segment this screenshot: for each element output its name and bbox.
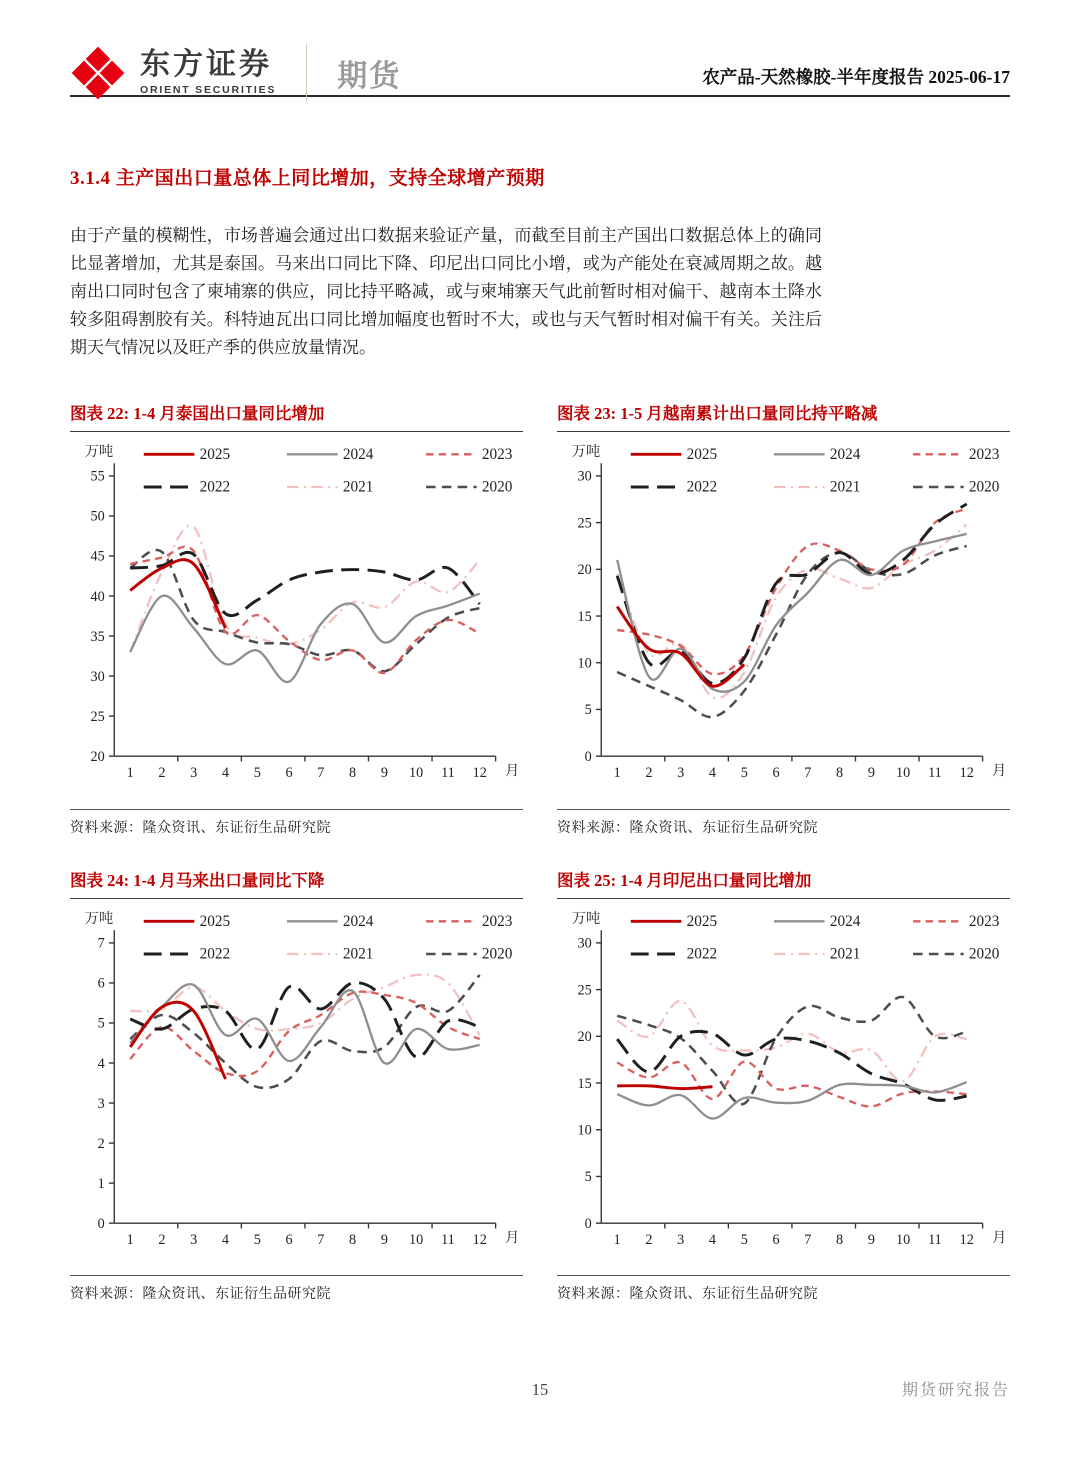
series-line-2021 xyxy=(130,526,480,652)
legend-item-2024 xyxy=(287,446,374,463)
figure-source: 资料来源：隆众资讯、东证衍生品研究院 xyxy=(70,820,331,836)
legend-item-2021 xyxy=(774,945,860,962)
svg-text:35: 35 xyxy=(90,628,105,645)
svg-text:6: 6 xyxy=(285,1231,293,1248)
svg-text:3: 3 xyxy=(677,1231,685,1248)
svg-text:9: 9 xyxy=(867,765,875,782)
svg-text:25: 25 xyxy=(577,982,592,999)
orient-securities-logo-icon xyxy=(70,45,126,101)
legend-item-2020 xyxy=(426,945,513,962)
figure-title-rule xyxy=(557,431,1010,432)
brand-name-cn: 东方证券 xyxy=(140,48,272,82)
svg-text:4: 4 xyxy=(97,1055,105,1072)
series-line-2023 xyxy=(617,509,967,675)
legend-item-2023 xyxy=(426,913,513,930)
svg-text:2025: 2025 xyxy=(199,912,231,930)
series-line-2022 xyxy=(617,504,967,683)
figure-source-rule xyxy=(70,1275,523,1276)
legend-item-2021 xyxy=(774,479,860,496)
figure-title-rule xyxy=(557,898,1010,899)
figure-source: 资料来源：隆众资讯、东证衍生品研究院 xyxy=(70,1287,331,1303)
svg-text:万吨: 万吨 xyxy=(571,443,601,460)
svg-text:7: 7 xyxy=(97,935,105,952)
svg-text:25: 25 xyxy=(90,708,105,725)
svg-text:月: 月 xyxy=(992,763,1007,780)
svg-text:2025: 2025 xyxy=(686,912,718,930)
svg-text:8: 8 xyxy=(349,765,357,782)
svg-text:0: 0 xyxy=(584,1215,592,1232)
brand-divider xyxy=(306,44,307,102)
svg-text:10: 10 xyxy=(409,765,424,782)
legend-item-2022 xyxy=(631,479,717,496)
legend-item-2020 xyxy=(913,479,1000,496)
page-number: 15 xyxy=(531,1380,549,1399)
svg-text:2: 2 xyxy=(645,1231,653,1248)
legend-item-2024 xyxy=(774,446,861,463)
svg-text:10: 10 xyxy=(577,1122,592,1139)
figure-source-rule xyxy=(70,809,523,810)
svg-text:万吨: 万吨 xyxy=(84,910,114,927)
svg-text:2024: 2024 xyxy=(829,912,861,930)
svg-text:2021: 2021 xyxy=(829,945,861,963)
svg-text:10: 10 xyxy=(577,655,592,672)
series-line-2025 xyxy=(130,560,225,628)
svg-text:50: 50 xyxy=(90,508,105,525)
line-chart-svg xyxy=(557,438,1010,807)
svg-text:2024: 2024 xyxy=(342,912,374,930)
svg-text:11: 11 xyxy=(928,1231,942,1248)
svg-text:8: 8 xyxy=(836,765,844,782)
figure-title: 图表 25: 1-4 月印尼出口量同比增加 xyxy=(557,870,812,890)
legend-item-2022 xyxy=(144,945,230,962)
series-line-2021 xyxy=(617,1001,967,1081)
svg-text:6: 6 xyxy=(97,975,105,992)
series-line-2024 xyxy=(617,534,967,692)
legend-item-2022 xyxy=(631,945,717,962)
series-line-2021 xyxy=(130,974,480,1034)
brand-text xyxy=(140,50,276,96)
body-paragraph: 由于产量的模糊性，市场普遍会通过出口数据来验证产量，而截至目前主产国出口数据总体上的确同比显著增加，尤其是泰国。马来出口同比下降、印尼出口同比小增，或为产能处在衰减周期之故。越南出口同时包含了柬埔寨的供应，同比持平略减，或与柬埔寨天气此前暂时相对偏干、越南本土降水较多阻碍割胶有关。科特迪瓦出口同比增加幅度也暂时不大，或也与天气暂时相对偏干有关。关注后期天气情况以及旺产季的供应放量情况。 xyxy=(70,226,822,357)
svg-text:2023: 2023 xyxy=(481,446,513,464)
indonesia-export-line-chart xyxy=(557,905,1010,1274)
vietnam-export-line-chart xyxy=(557,438,1010,807)
svg-text:4: 4 xyxy=(708,1231,717,1248)
svg-text:2: 2 xyxy=(645,765,653,782)
figure-title: 图表 23: 1-5 月越南累计出口量同比持平略减 xyxy=(557,404,878,423)
svg-text:2021: 2021 xyxy=(342,945,374,963)
figures-grid xyxy=(70,400,1010,1303)
svg-text:2025: 2025 xyxy=(199,446,231,464)
svg-text:45: 45 xyxy=(90,548,105,565)
svg-text:4: 4 xyxy=(221,765,230,782)
svg-text:7: 7 xyxy=(317,765,325,782)
svg-text:0: 0 xyxy=(97,1215,105,1232)
svg-text:30: 30 xyxy=(577,468,592,485)
svg-text:0: 0 xyxy=(584,748,592,765)
svg-text:11: 11 xyxy=(441,1231,455,1248)
legend-item-2024 xyxy=(774,913,861,930)
svg-text:8: 8 xyxy=(836,1231,844,1248)
line-chart-svg xyxy=(557,905,1010,1274)
svg-text:15: 15 xyxy=(577,1075,592,1092)
svg-text:20: 20 xyxy=(577,562,592,579)
svg-text:月: 月 xyxy=(505,1229,520,1246)
svg-text:2022: 2022 xyxy=(686,945,718,963)
section-heading: 3.1.4 主产国出口量总体上同比增加，支持全球增产预期 xyxy=(70,168,545,189)
series-line-2020 xyxy=(617,546,967,717)
svg-text:2024: 2024 xyxy=(342,446,374,464)
line-chart-svg xyxy=(70,905,523,1274)
svg-text:9: 9 xyxy=(380,1231,388,1248)
malaysia-export-line-chart xyxy=(70,905,523,1274)
svg-text:1: 1 xyxy=(613,1231,621,1248)
figure-source-rule xyxy=(557,809,1010,810)
document-title: 农产品-天然橡胶-半年度报告 2025-06-17 xyxy=(702,67,1010,87)
svg-text:3: 3 xyxy=(97,1095,105,1112)
svg-text:12: 12 xyxy=(472,1231,487,1248)
svg-text:2022: 2022 xyxy=(199,478,231,496)
legend-item-2023 xyxy=(913,446,1000,463)
legend-item-2023 xyxy=(913,913,1000,930)
svg-text:30: 30 xyxy=(577,935,592,952)
svg-text:11: 11 xyxy=(441,765,455,782)
svg-text:12: 12 xyxy=(472,765,487,782)
svg-text:2023: 2023 xyxy=(481,912,513,930)
svg-text:5: 5 xyxy=(584,702,592,719)
page-footer xyxy=(70,1377,1010,1400)
footer-report-type: 期货研究报告 xyxy=(901,1382,1010,1399)
svg-text:2021: 2021 xyxy=(342,478,374,496)
svg-text:2020: 2020 xyxy=(481,478,513,496)
svg-text:5: 5 xyxy=(97,1015,105,1032)
figure-source-rule xyxy=(557,1275,1010,1276)
svg-text:40: 40 xyxy=(90,588,105,605)
svg-text:2025: 2025 xyxy=(686,446,718,464)
svg-text:2023: 2023 xyxy=(968,446,1000,464)
svg-text:7: 7 xyxy=(317,1231,325,1248)
series-line-2024 xyxy=(130,594,480,682)
svg-text:月: 月 xyxy=(992,1229,1007,1246)
svg-text:月: 月 xyxy=(505,763,520,780)
legend-item-2025 xyxy=(144,446,231,463)
svg-text:5: 5 xyxy=(584,1168,592,1185)
svg-text:20: 20 xyxy=(577,1028,592,1045)
svg-text:1: 1 xyxy=(126,1231,134,1248)
figure-23-vietnam xyxy=(557,400,1010,837)
svg-text:2: 2 xyxy=(158,765,166,782)
brand-sub-label: 期货 xyxy=(337,60,402,93)
thailand-export-line-chart xyxy=(70,438,523,807)
svg-text:2021: 2021 xyxy=(829,478,861,496)
svg-text:6: 6 xyxy=(772,1231,780,1248)
line-chart-svg xyxy=(70,438,523,807)
svg-text:10: 10 xyxy=(896,765,911,782)
svg-text:2023: 2023 xyxy=(968,912,1000,930)
svg-text:7: 7 xyxy=(804,765,812,782)
figure-title: 图表 22: 1-4 月泰国出口量同比增加 xyxy=(70,404,325,423)
svg-text:2024: 2024 xyxy=(829,446,861,464)
svg-text:12: 12 xyxy=(959,1231,974,1248)
svg-text:1: 1 xyxy=(126,765,134,782)
svg-text:20: 20 xyxy=(90,748,105,765)
legend-item-2020 xyxy=(426,479,513,496)
svg-text:9: 9 xyxy=(867,1231,875,1248)
svg-text:4: 4 xyxy=(221,1231,230,1248)
series-line-2022 xyxy=(617,1031,967,1100)
legend-item-2025 xyxy=(144,913,231,930)
svg-text:7: 7 xyxy=(804,1231,812,1248)
legend-item-2021 xyxy=(287,479,373,496)
svg-text:2022: 2022 xyxy=(199,945,231,963)
svg-text:5: 5 xyxy=(253,1231,261,1248)
legend-item-2025 xyxy=(631,913,718,930)
svg-text:2: 2 xyxy=(97,1135,105,1152)
series-line-2022 xyxy=(130,982,480,1057)
legend-item-2021 xyxy=(287,945,373,962)
svg-text:2020: 2020 xyxy=(481,945,513,963)
svg-text:5: 5 xyxy=(740,1231,748,1248)
legend-item-2022 xyxy=(144,479,230,496)
svg-text:万吨: 万吨 xyxy=(571,910,601,927)
svg-text:11: 11 xyxy=(928,765,942,782)
svg-text:万吨: 万吨 xyxy=(84,443,114,460)
figure-24-malaysia xyxy=(70,867,523,1304)
svg-text:9: 9 xyxy=(380,765,388,782)
svg-text:15: 15 xyxy=(577,608,592,625)
svg-text:3: 3 xyxy=(190,765,198,782)
legend-item-2023 xyxy=(426,446,513,463)
series-line-2022 xyxy=(130,552,480,615)
figure-title: 图表 24: 1-4 月马来出口量同比下降 xyxy=(70,870,325,890)
legend-item-2024 xyxy=(287,913,374,930)
figure-title-rule xyxy=(70,431,523,432)
figure-title-rule xyxy=(70,898,523,899)
brand-name-en: ORIENT SECURITIES xyxy=(140,84,277,97)
svg-text:8: 8 xyxy=(349,1231,357,1248)
figure-25-indonesia xyxy=(557,867,1010,1304)
svg-text:3: 3 xyxy=(677,765,685,782)
svg-text:10: 10 xyxy=(409,1231,424,1248)
svg-text:6: 6 xyxy=(285,765,293,782)
svg-text:4: 4 xyxy=(708,765,717,782)
figure-source: 资料来源：隆众资讯、东证衍生品研究院 xyxy=(557,820,818,836)
svg-text:5: 5 xyxy=(740,765,748,782)
svg-text:5: 5 xyxy=(253,765,261,782)
legend-item-2020 xyxy=(913,945,1000,962)
svg-text:12: 12 xyxy=(959,765,974,782)
figure-source: 资料来源：隆众资讯、东证衍生品研究院 xyxy=(557,1287,818,1303)
svg-text:1: 1 xyxy=(97,1175,105,1192)
page-header xyxy=(70,0,1010,97)
svg-text:25: 25 xyxy=(577,515,592,532)
svg-text:55: 55 xyxy=(90,468,105,485)
svg-text:30: 30 xyxy=(90,668,105,685)
svg-text:6: 6 xyxy=(772,765,780,782)
svg-text:1: 1 xyxy=(613,765,621,782)
svg-text:2020: 2020 xyxy=(968,945,1000,963)
svg-text:2020: 2020 xyxy=(968,478,1000,496)
svg-text:3: 3 xyxy=(190,1231,198,1248)
svg-text:2: 2 xyxy=(158,1231,166,1248)
legend-item-2025 xyxy=(631,446,718,463)
figure-22-thailand xyxy=(70,400,523,837)
svg-text:2022: 2022 xyxy=(686,478,718,496)
svg-text:10: 10 xyxy=(896,1231,911,1248)
